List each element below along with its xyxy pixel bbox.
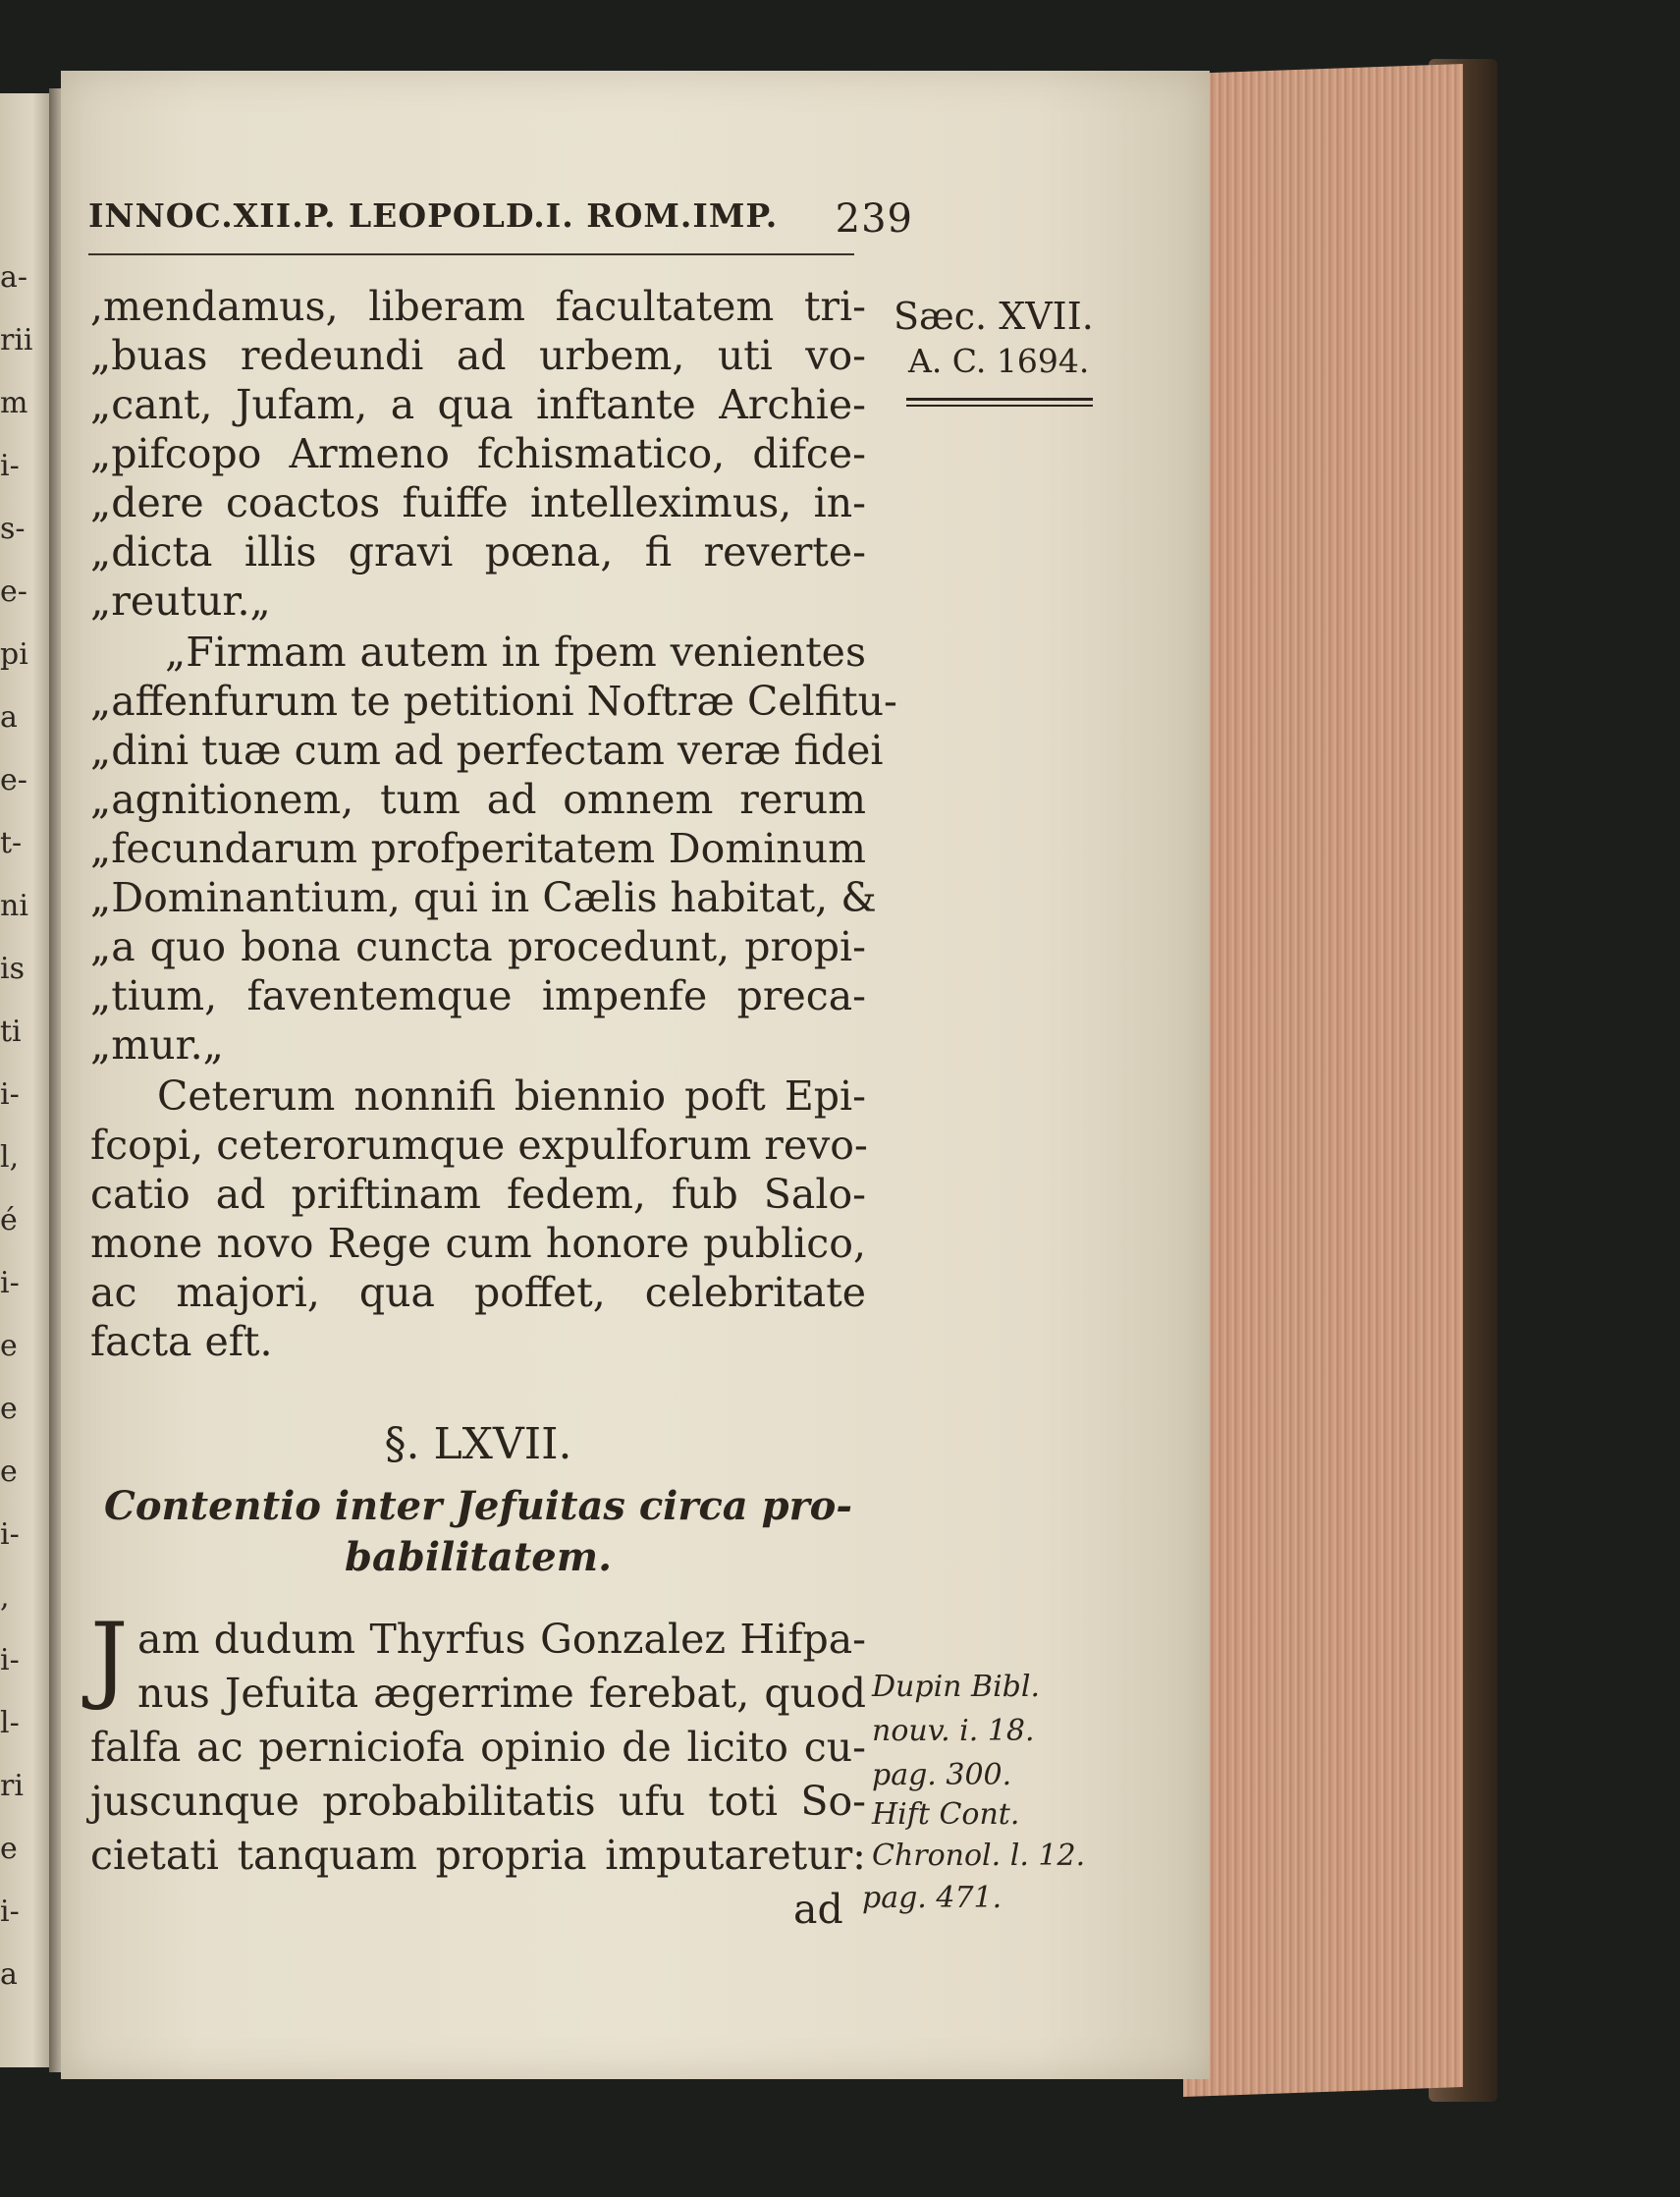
previous-page-fragment: l-	[0, 1706, 20, 1740]
body-line: catio ad priftinam fedem, fub Salo-	[90, 1171, 866, 1218]
previous-page-fragment: i-	[0, 1266, 20, 1300]
previous-page-fragment: e	[0, 1832, 18, 1866]
previous-page-fragment: is	[0, 952, 25, 986]
body-line: facta eft.	[90, 1318, 273, 1365]
header-rule	[88, 253, 854, 255]
previous-page-fragment: t-	[0, 826, 23, 860]
body-line: ,mendamus, liberam facultatem tri-	[90, 283, 866, 330]
body-line: „agnitionem, tum ad omnem rerum	[90, 776, 866, 823]
body-line: „mur.„	[90, 1021, 224, 1069]
running-head	[88, 196, 913, 242]
previous-page-fragment: e	[0, 1329, 18, 1363]
margin-ref-line: Hift Cont.	[872, 1797, 1020, 1832]
previous-page-fragment: e-	[0, 763, 27, 797]
previous-page-fragment: e	[0, 1392, 18, 1426]
margin-ref-line: pag. 300.	[872, 1758, 1012, 1792]
running-title: INNOC.XII.P. LEOPOLD.I. ROM.IMP.	[88, 196, 779, 235]
previous-page-fragment: a-	[0, 260, 28, 295]
margin-anno: A. C. 1694.	[908, 342, 1090, 380]
previous-page-fragment: m	[0, 386, 28, 420]
previous-page-fragment: i-	[0, 1077, 20, 1112]
section-number: §. LXVII.	[384, 1419, 572, 1469]
margin-rule-bottom	[906, 405, 1093, 407]
body-line: Ceterum nonnifi biennio poft Epi-	[157, 1072, 866, 1120]
page-number: 239	[835, 196, 913, 242]
section-title-line1: Contentio inter Jefuitas circa pro-	[104, 1483, 852, 1529]
previous-page-fragment: i-	[0, 1517, 20, 1552]
previous-page-fragment: pi	[0, 637, 28, 672]
previous-page-fragment: i-	[0, 449, 20, 483]
previous-page-fragment: rii	[0, 323, 33, 357]
margin-ref-line: Dupin Bibl.	[872, 1670, 1041, 1704]
body-line: „dere coactos fuiffe intelleximus, in-	[90, 479, 866, 526]
body-line: am dudum Thyrfus Gonzalez Hifpa-	[137, 1616, 866, 1663]
previous-page-fragment: e	[0, 1455, 18, 1489]
body-line: nus Jefuita ægerrime ferebat, quod	[137, 1670, 866, 1717]
body-line: „buas redeundi ad urbem, uti vo-	[90, 332, 866, 379]
body-line: ac majori, qua poffet, celebritate	[90, 1269, 866, 1316]
previous-page-edge	[0, 93, 54, 2067]
body-line: „reutur.„	[90, 577, 271, 625]
section-title-line2: babilitatem.	[344, 1534, 612, 1580]
previous-page-fragment: i-	[0, 1895, 20, 1929]
body-line: „cant, Jufam, a qua inftante Archie-	[90, 381, 866, 428]
margin-ref-line: nouv. i. 18.	[872, 1714, 1035, 1748]
previous-page-fragment: ti	[0, 1015, 22, 1049]
body-line: fcopi, ceterorumque expulforum revo-	[90, 1122, 868, 1169]
body-line: „Dominantium, qui in Cælis habitat, &	[90, 874, 877, 921]
margin-rule-top	[906, 398, 1093, 401]
body-line: „tium, faventemque impenfe preca-	[90, 972, 866, 1019]
body-line: „Firmam autem in fpem venientes	[165, 629, 866, 676]
body-line: cietati tanquam propria imputaretur:	[90, 1832, 866, 1879]
body-line: juscunque probabilitatis ufu toti So-	[90, 1778, 866, 1825]
previous-page-fragment: i-	[0, 1643, 20, 1677]
previous-page-fragment: é	[0, 1203, 18, 1237]
body-line: „dini tuæ cum ad perfectam veræ fidei	[90, 727, 884, 774]
previous-page-fragment: a	[0, 1957, 18, 1992]
catchword: ad	[793, 1886, 843, 1933]
previous-page-fragment: ,	[0, 1580, 10, 1615]
body-line: „fecundarum profperitatem Dominum	[90, 825, 866, 872]
previous-page-fragment: ri	[0, 1769, 24, 1803]
previous-page-fragment: a	[0, 700, 18, 735]
margin-ref-line: pag. 471.	[862, 1881, 1003, 1915]
margin-saeculum: Sæc. XVII.	[894, 295, 1094, 338]
body-line: „a quo bona cuncta procedunt, propi-	[90, 923, 866, 970]
previous-page-fragment: s-	[0, 512, 26, 546]
body-line: „pifcopo Armeno fchismatico, difce-	[90, 430, 866, 477]
page-edges	[1183, 64, 1463, 2097]
margin-ref-line: Chronol. l. 12.	[872, 1839, 1086, 1873]
drop-cap: J	[90, 1603, 129, 1713]
previous-page-fragment: e-	[0, 575, 27, 609]
body-line: „affenfurum te petitioni Noftræ Celfitu-	[90, 678, 897, 725]
body-line: mone novo Rege cum honore publico,	[90, 1220, 866, 1267]
body-line: falfa ac perniciofa opinio de licito cu-	[90, 1724, 866, 1771]
previous-page-fragment: ni	[0, 889, 28, 923]
previous-page-fragment: l,	[0, 1140, 20, 1175]
body-line: „dicta illis gravi pœna, fi reverte-	[90, 528, 866, 576]
